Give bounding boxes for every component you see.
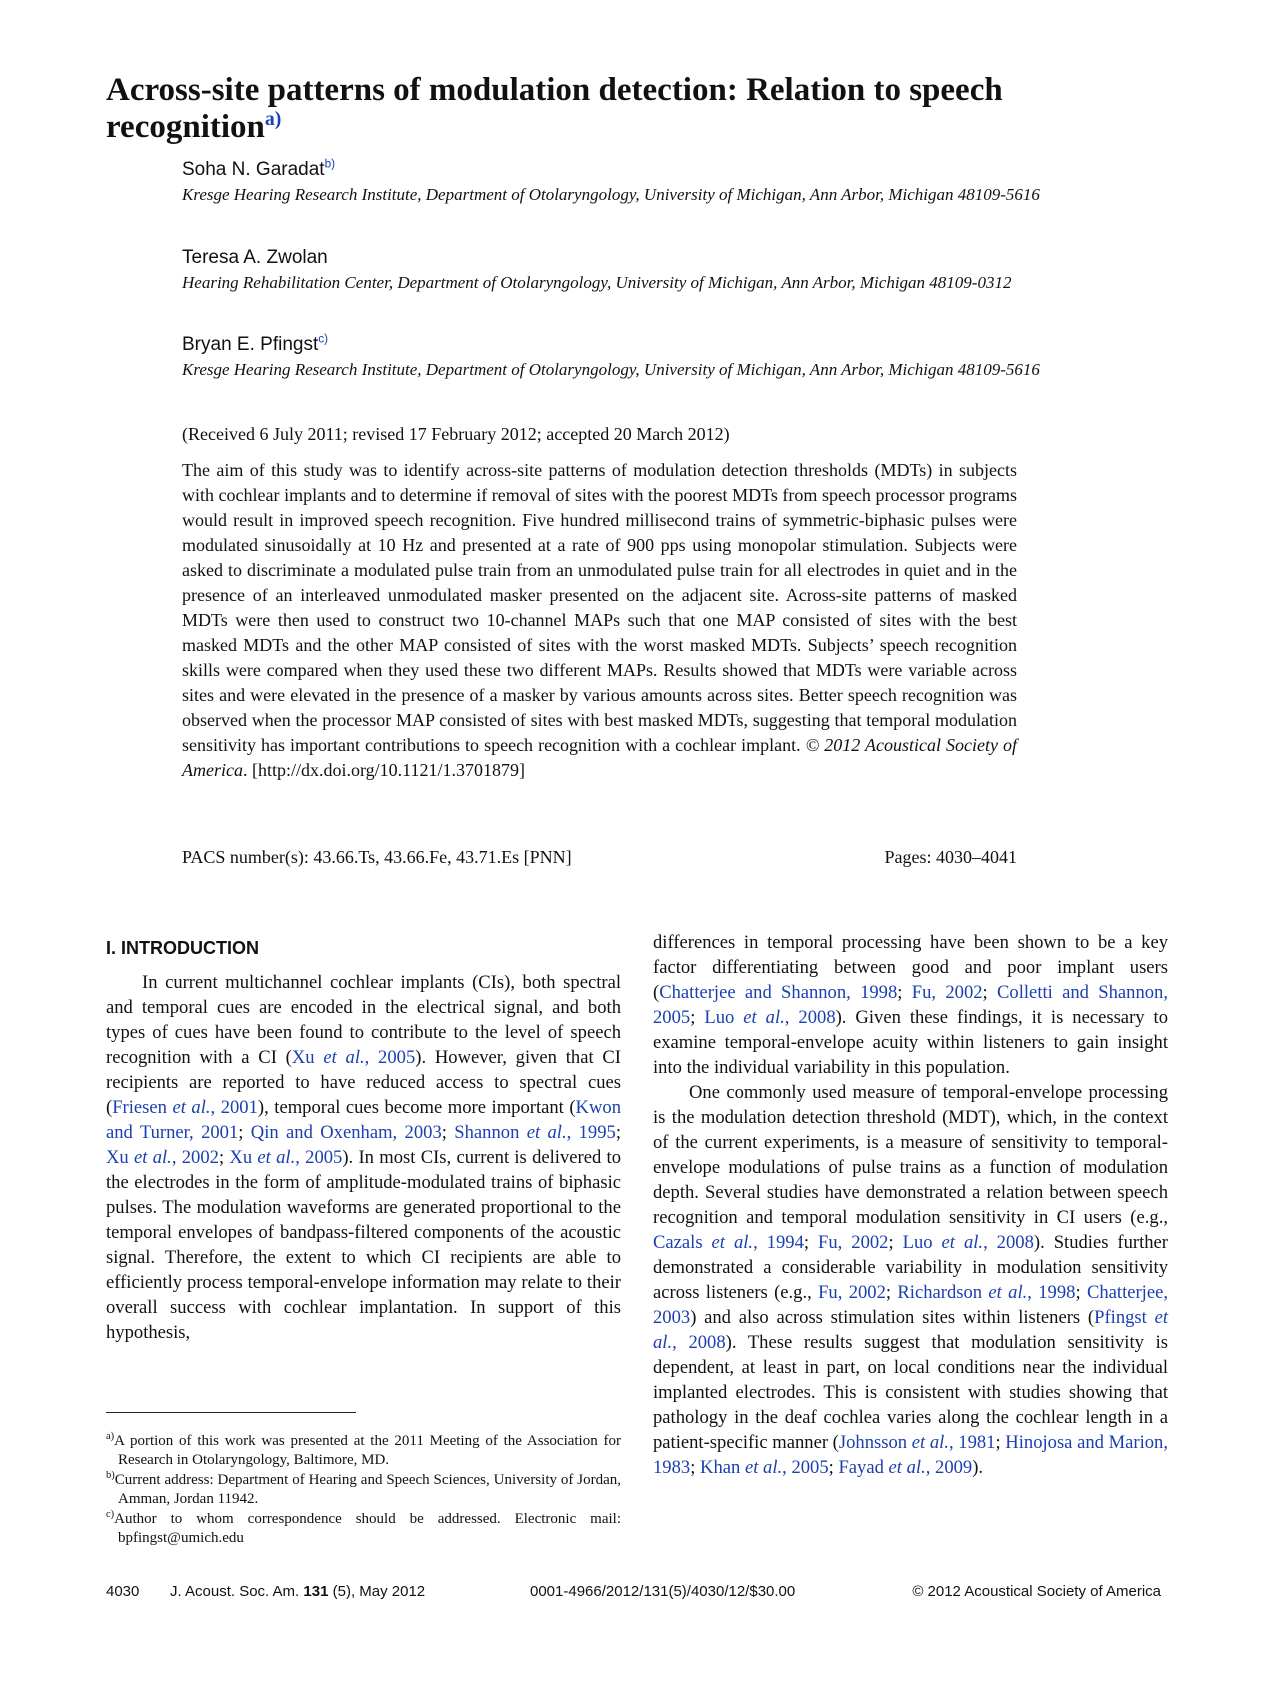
citation-link[interactable]: Qin and Oxenham, 2003 <box>250 1122 442 1143</box>
author-block-3 <box>182 333 1042 381</box>
article-title: Across-site patterns of modulation detection: Relation to speech recognition$^{a)}$ <box>106 72 1003 145</box>
author-affiliation: Kresge Hearing Research Institute, Department of Otolaryngology, University of Michigan, Ann Arbor, Michigan 48109-5616 <box>182 360 1040 379</box>
footnote-divider <box>106 1412 356 1413</box>
citation-link[interactable]: Fu, 2002 <box>818 1282 886 1303</box>
citation-link[interactable]: Fu, 2002 <box>911 982 983 1003</box>
citation-link[interactable]: Colletti and Shannon, 2005 <box>653 982 1168 1028</box>
received-dates: (Received 6 July 2011; revised 17 February 2012; accepted 20 March 2012) <box>182 424 730 444</box>
citation-link[interactable]: Johnsson et al., 1981 <box>838 1432 996 1453</box>
author-block-2 <box>182 246 1042 294</box>
abstract: The aim of this study was to identify across-site patterns of modulation detection thresholds (MDTs) in subjects with cochlear implants and to determine if removal of sites with the poorest MDTs from speech processor programs would result in improved speech recognition. Five hundred millisecond trains of symmetric-biphasic pulses were modulated sinusoidally at 10 Hz and presented at a rate of 900 pps using monopolar stimulation. Subjects were asked to discriminate a modulated pulse train from an unmodulated pulse train for all electrodes in quiet and in the presence of an interleaved unmodulated masker presented on the adjacent site. Across-site patterns of masked MDTs were then used to construct two 10-channel MAPs such that one MAP consisted of sites with the best masked MDTs and the other MAP consisted of sites with the worst masked MDTs. Subjects’ speech recognition skills were compared when they used these two different MAPs. Results showed that MDTs were variable across sites and were elevated in the presence of a masker by various amounts across sites. Better speech recognition was observed when the processor MAP consisted of sites with best masked MDTs, suggesting that temporal modulation sensitivity has important contributions to speech recognition with a cochlear implant. © 2012 Acoustical Society of America. [http://dx.doi.org/10.1121/1.3701879] <box>182 460 1017 780</box>
pacs-numbers: PACS number(s): 43.66.Ts, 43.66.Fe, 43.71.Es [PNN] <box>182 847 572 867</box>
citation-link[interactable]: Khan et al., 2005 <box>700 1457 829 1478</box>
paragraph: One commonly used measure of temporal-envelope processing is the modulation detection threshold (MDT), which, in the context of the current experiments, is a measure of sensitivity to temporal-envelope modulations of pulse trains as a function of modulation depth. Several studies have demonstrated a relation between speech recognition and temporal modulation sensitivity in CI users (e.g., Cazals et al., 1994; Fu, 2002; Luo et al., 2008). Studies further demonstrated a considerable variability in modulation sensitivity across listeners (e.g., Fu, 2002; Richardson et al., 1998; Chatterjee, 2003) and also across stimulation sites within listeners (Pfingst et al., 2008). These results suggest that modulation sensitivity is dependent, at least in part, on local conditions near the individual implanted electrodes. This is consistent with studies showing that pathology in the deaf cochlea varies along the cochlear length in a patient-specific manner (Johnsson et al., 1981; Hinojosa and Marion, 1983; Khan et al., 2005; Fayad et al., 2009). <box>653 1082 1169 1478</box>
citation-link[interactable]: Xu et al., 2002 <box>106 1147 219 1168</box>
footnote: $^{a)}$A portion of this work was presented at the 2011 Meeting of the Association for Research in Otolaryngology, Baltimore, MD. <box>106 1431 621 1468</box>
citation-link[interactable]: Luo et al., 2008 <box>704 1007 836 1028</box>
citation-link[interactable]: Kwon and Turner, 2001 <box>106 1097 621 1143</box>
article-code: 0001-4966/2012/131(5)/4030/12/$30.00 <box>530 1583 796 1600</box>
citation-link[interactable]: Chatterjee and Shannon, 1998 <box>659 982 898 1003</box>
author-name: Soha N. Garadat$^{b)}$ <box>182 157 336 180</box>
abstract-body: The aim of this study was to identify across-site patterns of modulation detection thresholds (MDTs) in subjects with cochlear implants and to determine if removal of sites with the poorest MDTs from speech processor programs would result in improved speech recognition. Five hundred millisecond trains of symmetric-biphasic pulses were modulated sinusoidally at 10 Hz and presented at a rate of 900 pps using monopolar stimulation. Subjects were asked to discriminate a modulated pulse train from an unmodulated pulse train for all electrodes in quiet and in the presence of an interleaved unmodulated masker presented on the adjacent site. Across-site patterns of masked MDTs were then used to construct two 10-channel MAPs such that one MAP consisted of sites with the best masked MDTs and the other MAP consisted of sites with the worst masked MDTs. Subjects’ speech recognition skills were compared when they used these two different MAPs. Results showed that MDTs were variable across sites and were elevated in the presence of a masker by various amounts across sites. Better speech recognition was observed when the processor MAP consisted of sites with best masked MDTs, suggesting that temporal modulation sensitivity has important contributions to speech recognition with a cochlear implant. <box>182 460 1017 755</box>
citation-link[interactable]: Xu et al., 2005 <box>229 1147 343 1168</box>
left-column <box>106 936 621 1345</box>
pacs-row <box>182 847 1017 868</box>
author-footnote-mark[interactable]: c) <box>318 332 329 346</box>
footnote: $^{c)}$Author to whom correspondence should be addressed. Electronic mail: bpfingst@umich.edu <box>106 1509 621 1546</box>
citation-link[interactable]: Fu, 2002 <box>818 1232 889 1253</box>
citation-link[interactable]: Fayad et al., 2009 <box>838 1457 973 1478</box>
section-heading: I. INTRODUCTION <box>106 938 259 958</box>
citation-link[interactable]: Xu et al., 2005 <box>291 1047 416 1068</box>
page-number: 4030 <box>106 1583 140 1600</box>
citation-link[interactable]: Richardson et al., 1998 <box>897 1282 1076 1303</box>
footnote: $^{b)}$Current address: Department of Hearing and Speech Sciences, University of Jordan, Amman, Jordan 11942. <box>106 1470 621 1507</box>
citation-link[interactable]: Friesen et al., 2001 <box>112 1097 258 1118</box>
author-affiliation: Kresge Hearing Research Institute, Department of Otolaryngology, University of Michigan, Ann Arbor, Michigan 48109-5616 <box>182 185 1040 204</box>
citation-link[interactable]: Hinojosa and Marion, 1983 <box>653 1432 1168 1478</box>
citation-link[interactable]: Cazals et al., 1994 <box>653 1232 804 1253</box>
footnotes <box>106 1432 621 1549</box>
author-affiliation: Hearing Rehabilitation Center, Department of Otolaryngology, University of Michigan, Ann Arbor, Michigan 48109-0312 <box>182 273 1012 292</box>
right-column <box>653 930 1168 1480</box>
journal-citation: J. Acoust. Soc. Am. 131 (5), May 2012 <box>170 1583 426 1600</box>
citation-link[interactable]: Shannon et al., 1995 <box>454 1122 616 1143</box>
paragraph: differences in temporal processing have been shown to be a key factor differentiating between good and poor implant users (Chatterjee and Shannon, 1998; Fu, 2002; Colletti and Shannon, 2005; Luo et al., 2008). Given these findings, it is necessary to examine temporal-envelope acuity within listeners to gain insight into the individual variability in this population. <box>653 932 1168 1078</box>
title-footnote-mark[interactable]: a) <box>264 108 282 130</box>
author-footnote-mark[interactable]: b) <box>324 157 336 171</box>
citation-link[interactable]: Pfingst et al., 2008 <box>653 1307 1168 1353</box>
author-block-1 <box>182 158 1042 206</box>
doi-link[interactable]: [http://dx.doi.org/10.1121/1.3701879] <box>251 760 525 780</box>
page-range: Pages: 4030–4041 <box>884 847 1017 867</box>
paragraph: In current multichannel cochlear implants (CIs), both spectral and temporal cues are encoded in the electrical signal, and both types of cues have been found to contribute to the level of speech recognition with a CI (Xu et al., 2005). However, given that CI recipients are reported to have reduced access to spectral cues (Friesen et al., 2001), temporal cues become more important (Kwon and Turner, 2001; Qin and Oxenham, 2003; Shannon et al., 1995; Xu et al., 2002; Xu et al., 2005). In most CIs, current is delivered to the electrodes in the form of amplitude-modulated trains of biphasic pulses. The modulation waveforms are generated proportional to the temporal envelopes of bandpass-filtered components of the acoustic signal. Therefore, the extent to which CI recipients are able to efficiently process temporal-envelope information may relate to their overall success with cochlear implantation. In support of this hypothesis, <box>106 972 621 1343</box>
author-name: Teresa A. Zwolan <box>182 247 328 268</box>
abstract-copyright: © 2012 Acoustical Society of America <box>182 735 1017 780</box>
footer-copyright: © 2012 Acoustical Society of America <box>912 1583 1161 1600</box>
author-name: Bryan E. Pfingst$^{c)}$ <box>182 332 329 355</box>
citation-link[interactable]: Luo et al., 2008 <box>902 1232 1034 1253</box>
citation-link[interactable]: Chatterjee, 2003 <box>653 1282 1169 1328</box>
